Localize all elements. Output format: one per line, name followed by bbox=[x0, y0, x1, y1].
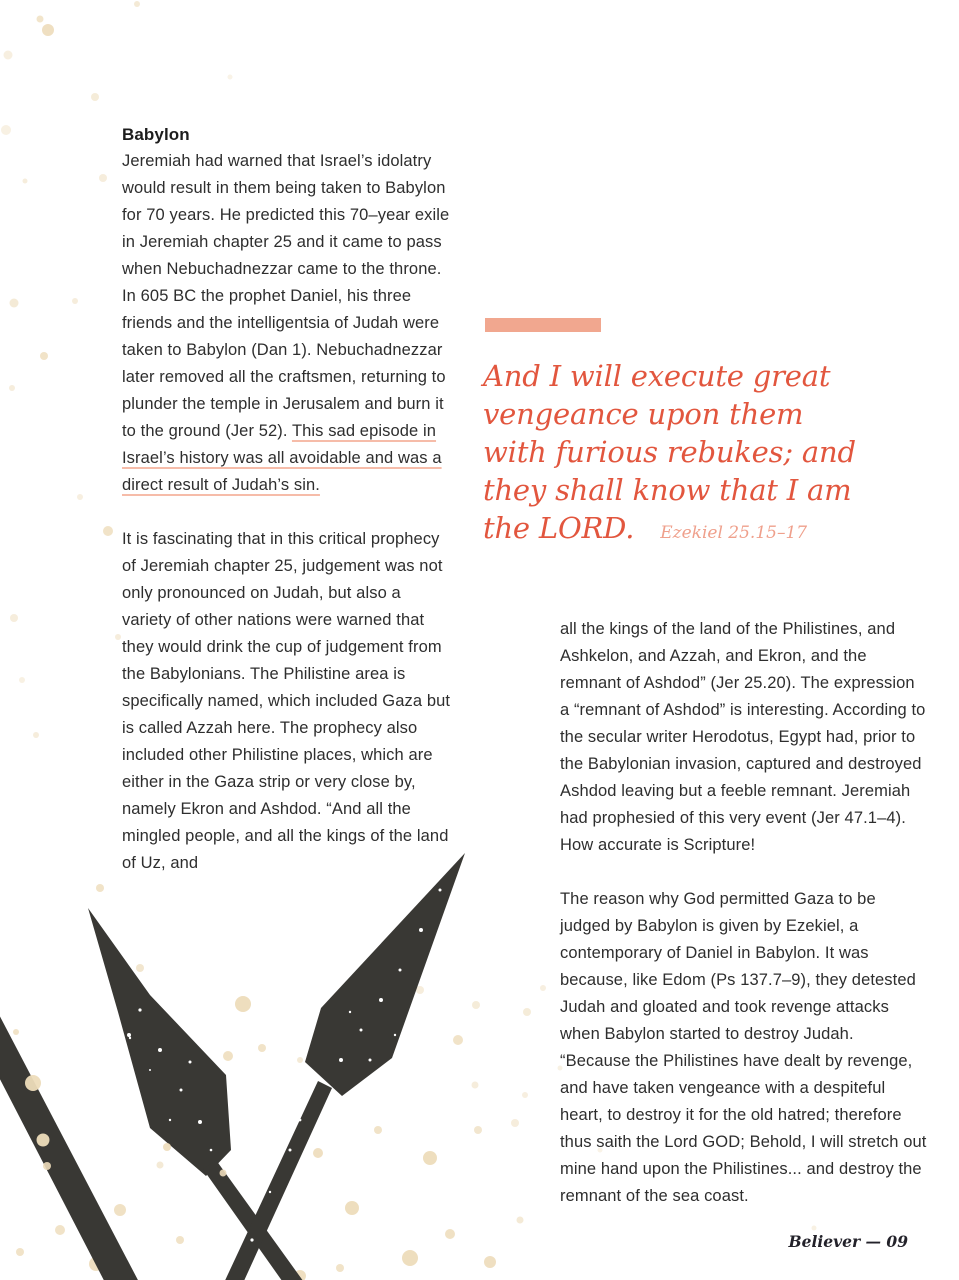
right-paragraph-2: The reason why God permitted Gaza to be judged by Babylon is given by Ezekiel, a contemporary of Daniel in Babylon. It was because, like Edom (Ps 137.7–9), they detested Judah and gloated and took revenge attacks when Babylon started to destroy Judah. “Because the Philistines have dealt by revenge, and have taken vengeance with a despiteful heart, to destroy it for the old hatred; therefore thus saith the Lord GOD; Behold, I will stretch out mine hand upon the Philistines... and destroy the remnant of the sea coast. bbox=[560, 890, 927, 1205]
spear-beige-flecks bbox=[13, 1029, 227, 1177]
spear-speckles bbox=[127, 869, 446, 1242]
spear-shaft-left bbox=[0, 984, 140, 1280]
pull-quote-block bbox=[483, 318, 868, 552]
right-column bbox=[560, 616, 928, 1237]
left-paragraph-2: It is fascinating that in this critical prophecy of Jeremiah chapter 25, judgement was not only pronounced on Judah, but also a variety of other nations were warned that they would drink the cup of judgement from the Babylonians. The Philistine area is specifically named, which included Gaza but is called Azzah here. The prophecy also included other Philistine places, which are either in the Gaza strip or very close by, namely Ekron and Ashdod. “And all the mingled people, and all the kings of the land of Uz, and bbox=[122, 530, 451, 872]
spears bbox=[0, 853, 465, 1280]
pull-quote bbox=[483, 357, 868, 552]
spear-middle-head bbox=[88, 908, 231, 1176]
section-heading: Babylon bbox=[122, 125, 190, 144]
quote-accent-bar bbox=[485, 318, 601, 332]
pull-quote-text: And I will execute great vengeance upon them with furious rebukes; and they shall know that I am the LORD. bbox=[483, 359, 856, 545]
pull-quote-citation: Ezekiel 25.15–17 bbox=[660, 523, 808, 543]
footer-page-label: Believer — 09 bbox=[788, 1232, 908, 1251]
left-column bbox=[122, 121, 453, 904]
spear-right-shaft bbox=[222, 1081, 332, 1280]
page-footer bbox=[560, 1232, 908, 1251]
right-paragraph-1: all the kings of the land of the Philistines, and Ashkelon, and Azzah, and Ekron, and the remnant of Ashdod” (Jer 25.20). The expression a “remnant of Ashdod” is interesting. According to the secular writer Herodotus, Egypt had, prior to the Babylonian invasion, captured and destroyed Ashdod leaving but a feeble remnant. Jeremiah had prophesied of this very event (Jer 47.1–4). How accurate is Scripture! bbox=[560, 620, 926, 854]
left-paragraph-1 bbox=[122, 148, 453, 499]
spear-middle-shaft bbox=[203, 1160, 306, 1280]
left-paragraph-1-underlined-text: This sad episode in Israel’s history was all avoidable and was a direct result of Judah’s sin. bbox=[122, 422, 442, 494]
left-paragraph-1-lead: Jeremiah had warned that Israel’s idolatry would result in them being taken to Babylon for 70 years. He predicted this 70–year exile in Jeremiah chapter 25 and it came to pass when Nebuchadnezzar came to the throne. In 605 BC the prophet Daniel, his three friends and the intelligentsia of Judah were taken to Babylon (Dan 1). Nebuchadnezzar later removed all the craftsmen, returning to plunder the temple in Jerusalem and burn it to the ground (Jer 52). bbox=[122, 152, 450, 440]
